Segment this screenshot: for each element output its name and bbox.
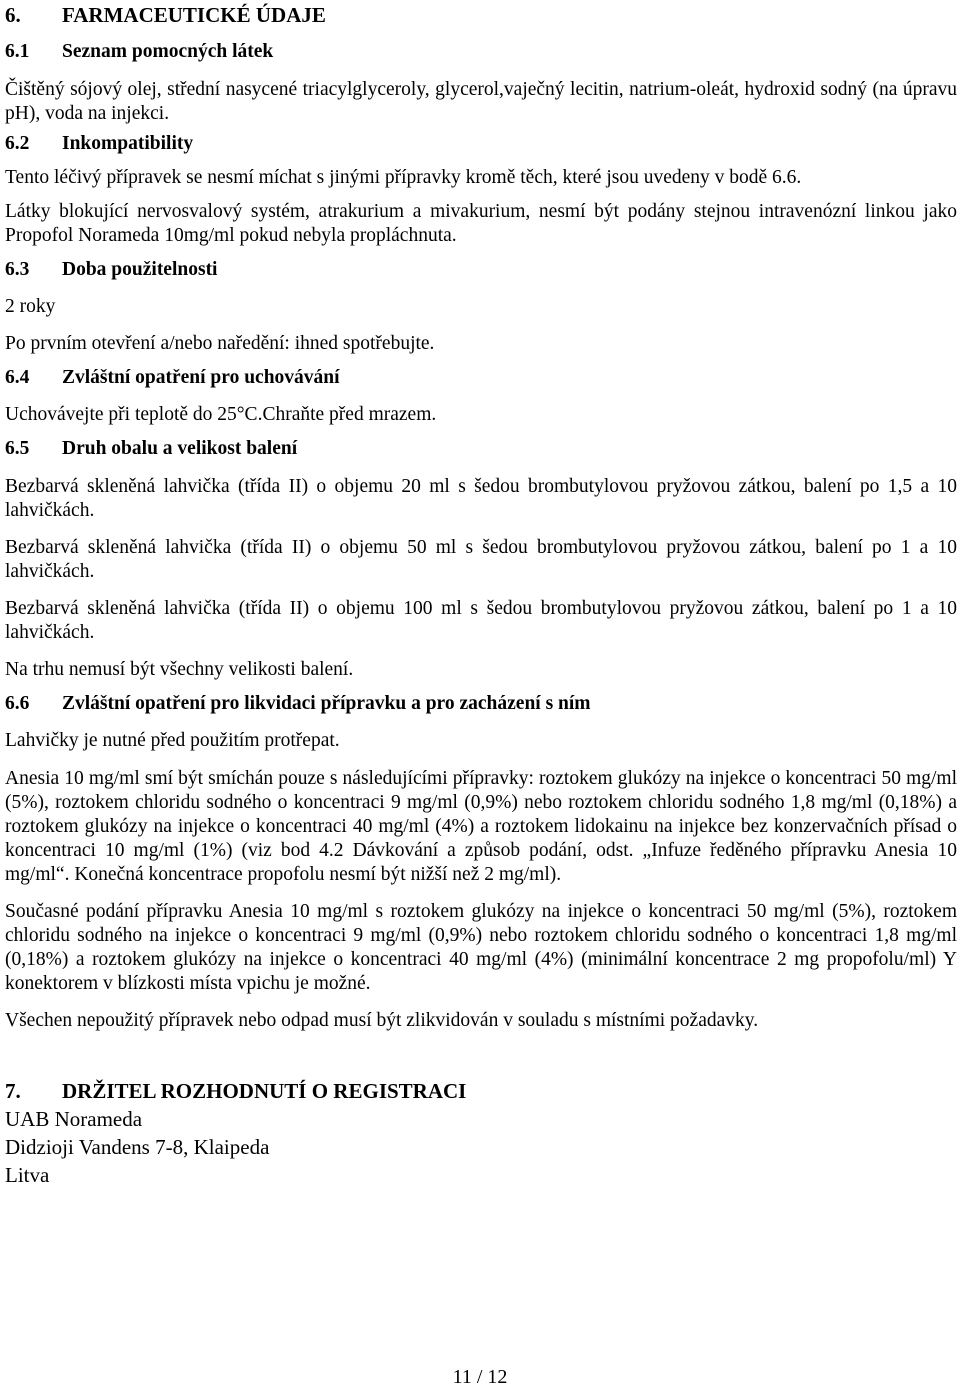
- section-title: Inkompatibility: [62, 133, 194, 154]
- section-6-3-heading: [5, 258, 957, 282]
- section-title: Doba použitelnosti: [62, 259, 218, 280]
- section-number: 7.: [5, 1079, 21, 1103]
- disposal-text: Všechen nepoužitý přípravek nebo odpad musí být zlikvidován v souladu s místními požadavky.: [5, 1010, 759, 1031]
- section-title: DRŽITEL ROZHODNUTÍ O REGISTRACI: [62, 1079, 467, 1103]
- section-number: 6.4: [5, 367, 30, 388]
- section-6-2-heading: [5, 132, 957, 156]
- container-text-3: Bezbarvá skleněná lahvička (třída II) o objemu 100 ml s šedou brombutylovou pryžovou zátkou, balení po 1 a 10 lahvičkách.: [5, 598, 957, 643]
- shelf-life-text: 2 roky: [5, 296, 56, 317]
- section-number: 6.2: [5, 133, 30, 154]
- storage-text: Uchovávejte při teplotě do 25°C.Chraňte před mrazem.: [5, 404, 437, 425]
- shake-text: Lahvičky je nutné před použitím protřepat.: [5, 730, 340, 751]
- section-7-heading: [5, 1079, 957, 1103]
- holder-country: Litva: [5, 1163, 50, 1187]
- section-title: Zvláštní opatření pro uchovávání: [62, 367, 340, 388]
- coadministration-text: Současné podání přípravku Anesia 10 mg/ml s roztokem glukózy na injekce o koncentraci 50 mg/ml (5%), roztokem chloridu sodného na injekce o koncentraci 9 mg/ml (0,9%) nebo roztokem chloridu sodného o koncentraci 1,8 mg/ml (0,18%) a roztokem glukózy na injekce o koncentraci 40 mg/ml (4%) (minimální koncentrace 2 mg propofolu/ml) Y konektorem v blízkosti místa vpichu je možné.: [5, 901, 957, 994]
- page-number: 11 / 12: [452, 1366, 508, 1388]
- section-6-heading: [5, 3, 957, 27]
- section-number: 6.3: [5, 259, 30, 280]
- holder-address: Didzioji Vandens 7-8, Klaipeda: [5, 1135, 270, 1159]
- section-6-5-heading: [5, 437, 957, 461]
- section-number: 6.: [5, 3, 21, 27]
- section-number: 6.1: [5, 41, 30, 62]
- pack-sizes-note: Na trhu nemusí být všechny velikosti balení.: [5, 659, 354, 680]
- after-opening-text: Po prvním otevření a/nebo naředění: ihned spotřebujte.: [5, 333, 435, 354]
- container-text-1: Bezbarvá skleněná lahvička (třída II) o objemu 20 ml s šedou brombutylovou pryžovou zátkou, balení po 1,5 a 10 lahvičkách.: [5, 476, 957, 521]
- section-number: 6.6: [5, 693, 30, 714]
- section-number: 6.5: [5, 438, 30, 459]
- section-title: Seznam pomocných látek: [62, 41, 274, 62]
- incompatibility-text-2: Látky blokující nervosvalový systém, atrakurium a mivakurium, nesmí být podány stejnou intravenózní linkou jako Propofol Norameda 10mg/ml pokud nebyla propláchnuta.: [5, 201, 957, 246]
- section-title: Druh obalu a velikost balení: [62, 438, 298, 459]
- document-page: [5, 3, 957, 1189]
- excipients-text: Čištěný sójový olej, střední nasycené triacylglyceroly, glycerol,vaječný lecitin, natrium-oleát, hydroxid sodný (na úpravu pH), voda na injekci.: [5, 79, 957, 124]
- section-6-1-heading: [5, 40, 957, 64]
- section-6-6-heading: [5, 692, 957, 716]
- section-title: Zvláštní opatření pro likvidaci přípravku a pro zacházení s ním: [62, 693, 591, 714]
- container-text-2: Bezbarvá skleněná lahvička (třída II) o objemu 50 ml s šedou brombutylovou pryžovou zátkou, balení po 1 a 10 lahvičkách.: [5, 537, 957, 582]
- mixing-text: Anesia 10 mg/ml smí být smíchán pouze s následujícími přípravky: roztokem glukózy na injekce o koncentraci 50 mg/ml (5%), roztokem chloridu sodného o koncentraci 9 mg/ml (0,9%) nebo roztokem chloridu sodného 1,8 mg/ml (0,18%) a roztokem glukózy na injekce o koncentraci 40 mg/ml (4%) a roztokem lidokainu na injekce bez konzervačních přísad o koncentraci 10 mg/ml (1%) (viz bod 4.2 Dávkování a způsob podání, odst. „Infuze ředěného přípravku Anesia 10 mg/ml“. Konečná koncentrace propofolu nesmí být nižší než 2 mg/ml).: [5, 768, 957, 885]
- holder-name: UAB Norameda: [5, 1107, 143, 1131]
- incompatibility-text-1: Tento léčivý přípravek se nesmí míchat s jinými přípravky kromě těch, které jsou uvedeny v bodě 6.6.: [5, 167, 802, 188]
- section-6-4-heading: [5, 366, 957, 390]
- section-title: FARMACEUTICKÉ ÚDAJE: [62, 3, 326, 27]
